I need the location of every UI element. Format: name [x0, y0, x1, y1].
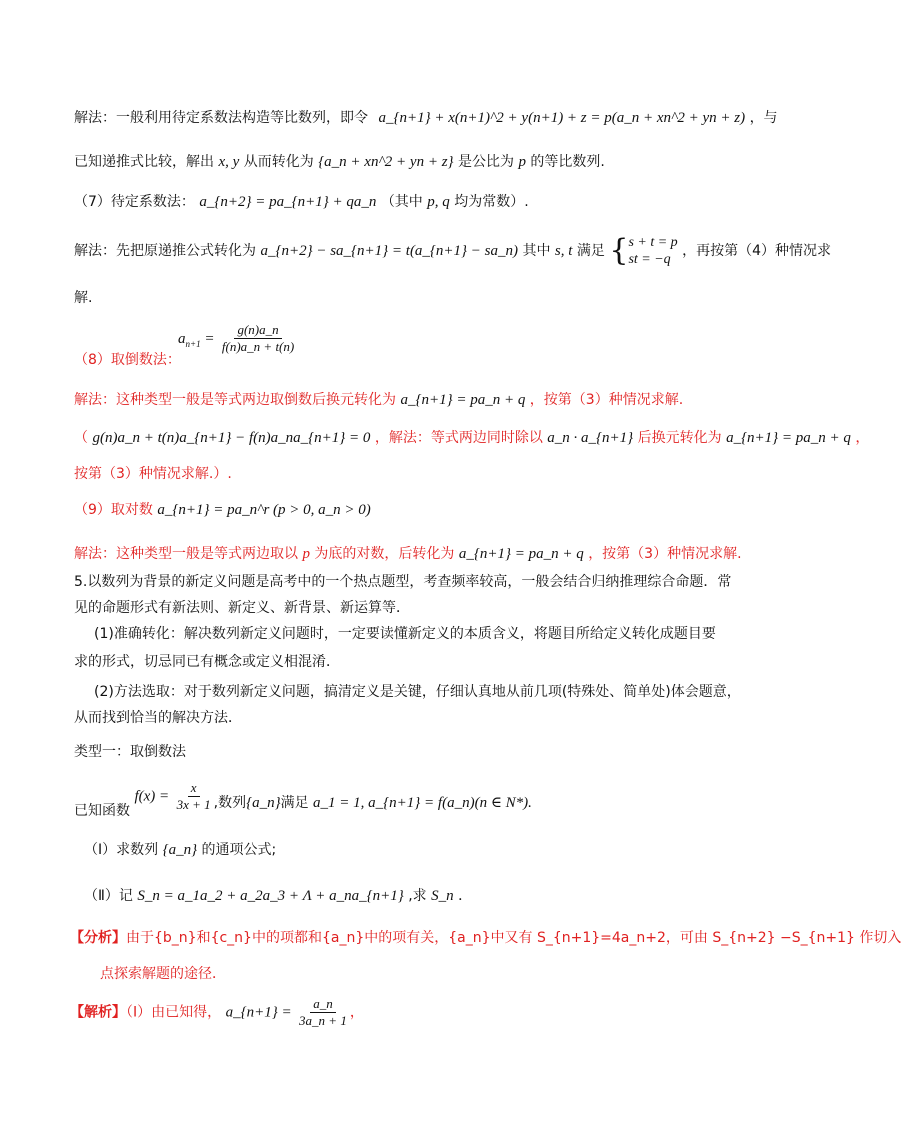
denominator: f(n)a_n + t(n) — [221, 339, 295, 354]
paragraph-5-line-2 — [74, 598, 410, 618]
equation-system — [628, 234, 677, 268]
paragraph-5-item-1 — [94, 624, 716, 644]
text: (1)准确转化：解决数列新定义问题时，一定要读懂新定义的本质含义，将题目所给定义转化成题目要 — [94, 626, 716, 642]
text: （9）取对数 — [74, 502, 153, 518]
formula: p, q — [427, 194, 450, 210]
method-9-title — [74, 500, 371, 520]
text: 5.以数列为背景的新定义问题是高考中的一个热点题型，考查频率较高，一般会结合归纳推理综合命题．常 — [74, 574, 732, 590]
text: ， — [855, 430, 870, 446]
formula: p — [302, 546, 310, 562]
solution-tag: 【解析】 — [70, 1004, 126, 1021]
fraction — [219, 322, 297, 355]
method-8-note-2 — [74, 464, 232, 484]
formula: s, t — [554, 243, 573, 259]
formula: {a_n} — [246, 794, 281, 811]
formula: a_1 = 1, a_{n+1} = f(a_n)(n ∈ N*). — [313, 794, 532, 811]
text: ，解法：等式两边同时除以 — [374, 430, 543, 446]
analysis-tag: 【分析】 — [70, 930, 126, 946]
text: 的通项公式; — [201, 842, 277, 858]
method-7-line — [74, 192, 529, 212]
text: ， — [349, 1004, 364, 1021]
text: 满足 — [576, 243, 605, 259]
text: ，再按第（4）种情况求 — [682, 243, 832, 259]
text: （Ⅰ）由已知得， — [126, 1004, 222, 1021]
method-8-title — [74, 350, 181, 370]
formula-lhs: a_{n+1} = — [225, 1004, 292, 1021]
formula: a_n · a_{n+1} — [547, 430, 634, 446]
question-2 — [84, 886, 472, 906]
text: 解法：这种类型一般是等式两边取倒数后换元转化为 — [74, 392, 396, 408]
numerator: g(n)a_n — [234, 322, 281, 339]
text: 的等比数列. — [530, 154, 605, 170]
formula: S_n — [431, 888, 454, 904]
formula: f(x) = — [134, 788, 170, 805]
text: 见的命题形式有新法则、新定义、新背景、新运算等． — [74, 600, 410, 616]
paragraph-5-item-2-cont — [74, 708, 242, 728]
text: 解. — [74, 290, 93, 306]
solution-line-1 — [74, 108, 778, 128]
text: 由于{b_n}和{c_n}中的项都和{a_n}中的项有关，{a_n}中又有 S_{n+1}=4a_n+2，可由 S_{n+2} −S_{n+1} 作切入 — [126, 930, 901, 946]
text: ,求 — [408, 888, 427, 904]
text: 已知函数 — [74, 802, 130, 819]
formula-lhs: $a_{n+1}$ = — [178, 330, 215, 349]
text: ,数列 — [213, 794, 247, 811]
text: 其中 — [522, 243, 551, 259]
formula: {a_n + xn^2 + yn + z} — [318, 154, 454, 170]
text: 从而找到恰当的解决方法． — [74, 710, 242, 726]
numerator: x — [188, 780, 200, 797]
question-1 — [84, 840, 276, 860]
text: （8）取倒数法： — [74, 352, 181, 368]
denominator: 3x + 1 — [176, 797, 211, 812]
text: 是公比为 — [458, 154, 514, 170]
text: （其中 — [380, 194, 423, 210]
method-8-note — [74, 428, 869, 448]
analysis-line-2 — [100, 964, 226, 984]
formula: S_n = a_1a_2 + a_2a_3 + Λ + a_na_{n+1} — [137, 888, 404, 904]
text: 类型一：取倒数法 — [74, 744, 186, 760]
formula: a_{n+1} = pa_n^r (p > 0, a_n > 0) — [157, 502, 371, 518]
text: 为底的对数，后转化为 — [314, 546, 455, 562]
paragraph-5-item-2 — [94, 682, 741, 702]
formula: a_{n+1} = pa_n + q — [400, 392, 526, 408]
left-brace-icon: { — [609, 233, 629, 268]
solution-line-2 — [74, 152, 605, 172]
paragraph-5-item-1-cont — [74, 652, 340, 672]
text: 从而转化为 — [243, 154, 314, 170]
text: （7）待定系数法： — [74, 194, 195, 210]
formula: a_{n+1} = pa_n + q — [726, 430, 851, 446]
solution-line-5 — [74, 288, 92, 308]
text: （Ⅰ）求数列 — [84, 842, 159, 858]
text: （Ⅱ）记 — [84, 888, 133, 904]
fraction — [296, 996, 350, 1029]
text: 解法：一般利用待定系数法构造等比数列，即令 — [74, 110, 368, 126]
method-8-formula — [178, 322, 297, 355]
text: 解法：这种类型一般是等式两边取以 — [74, 546, 298, 562]
fraction — [174, 780, 214, 813]
text: 满足 — [280, 794, 309, 811]
text: 均为常数）. — [454, 194, 529, 210]
formula: a_{n+1} = pa_n + q — [458, 546, 584, 562]
denominator: 3a_n + 1 — [299, 1013, 347, 1028]
text: 点探索解题的途径． — [100, 966, 226, 982]
formula: a_{n+1} + x(n+1)^2 + y(n+1) + z = p(a_n + xn^2 + yn + z) — [378, 110, 746, 126]
formula: a_{n+2} = pa_{n+1} + qa_n — [199, 194, 377, 210]
formula: x, y — [218, 154, 240, 170]
analysis-line-1 — [70, 928, 901, 948]
text: 已知递推式比较，解出 — [74, 154, 214, 170]
text: 求的形式，切忌同已有概念或定义相混淆． — [74, 654, 340, 670]
text: 按第（3）种情况求解.）. — [74, 466, 232, 482]
formula: {a_n} — [162, 842, 198, 858]
problem-statement — [74, 780, 532, 819]
method-8-solution — [74, 390, 683, 410]
text: 解法：先把原递推公式转化为 — [74, 243, 256, 259]
formula: g(n)a_n + t(n)a_{n+1} − f(n)a_na_{n+1} = 0 — [92, 430, 371, 446]
text: 后换元转化为 — [637, 430, 722, 446]
text: ，按第（3）种情况求解. — [588, 546, 742, 562]
text: ，按第（3）种情况求解. — [529, 392, 684, 408]
solution-line-4 — [74, 234, 831, 268]
system-row-2: st = −q — [628, 252, 671, 267]
paragraph-5-line-1 — [74, 572, 731, 592]
text: （ — [74, 430, 88, 446]
text: (2)方法选取：对于数列新定义问题，搞清定义是关键，仔细认真地从前几项(特殊处、简单处)体会题意， — [94, 684, 741, 700]
text: ，与 — [749, 110, 778, 126]
system-row-1: s + t = p — [628, 235, 678, 250]
type-one-heading — [74, 742, 186, 762]
solution-part-1 — [70, 996, 364, 1029]
numerator: a_n — [310, 996, 336, 1013]
method-9-solution — [74, 544, 742, 564]
text: ． — [458, 888, 473, 904]
formula: p — [518, 154, 526, 170]
formula: a_{n+2} − sa_{n+1} = t(a_{n+1} − sa_n) — [260, 243, 519, 259]
